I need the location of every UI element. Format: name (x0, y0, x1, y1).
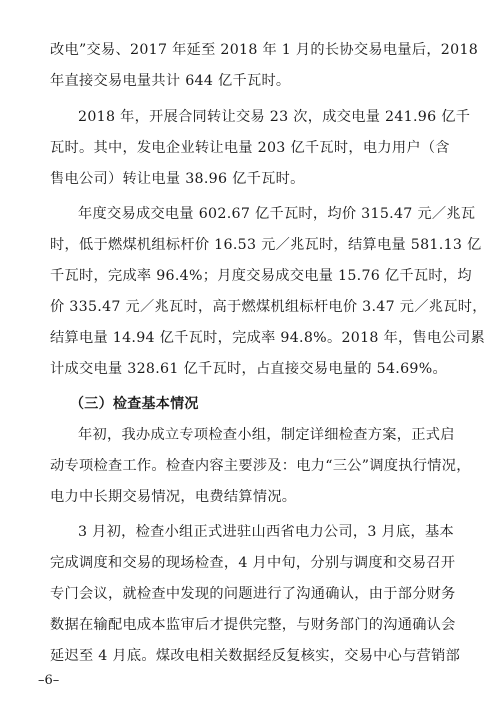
paragraph-line: 结算电量 14.94 亿千瓦时，完成率 94.8%。2018 年，售电公司累 (50, 330, 485, 346)
paragraph-line: 延迟至 4 月底。煤改电相关数据经反复核实，交易中心与营销部 (50, 648, 461, 664)
paragraph-line: 年初，我办成立专项检查小组，制定详细检查方案，正式启 (78, 427, 455, 443)
paragraph-line: 3 月初，检查小组正式进驻山西省电力公司，3 月底，基本 (78, 524, 454, 540)
paragraph-line: 年直接交易电量共计 644 亿千瓦时。 (50, 73, 291, 89)
paragraph-line: 年度交易成交电量 602.67 亿千瓦时，均价 315.47 元／兆瓦 (78, 206, 476, 222)
paragraph-line: 千瓦时，完成率 96.4%；月度交易成交电量 15.76 亿千瓦时，均 (50, 268, 472, 284)
paragraph-line: 售电公司）转让电量 38.96 亿千瓦时。 (50, 171, 305, 187)
paragraph-line: 2018 年，开展合同转让交易 23 次，成交电量 241.96 亿千 (78, 109, 471, 125)
page-number: –6– (38, 673, 60, 688)
paragraph-line: 专门会议，就检查中发现的问题进行了沟通确认，由于部分财务 (50, 586, 456, 602)
paragraph-line: 电力中长期交易情况，电费结算情况。 (50, 489, 297, 505)
paragraph-line: 计成交电量 328.61 亿千瓦时，占直接交易电量的 54.69%。 (50, 361, 448, 377)
paragraph-line: 价 335.47 元／兆瓦时，高于燃煤机组标杆电价 3.47 元／兆瓦时， (50, 299, 487, 315)
section-heading: （三）检查基本情况 (70, 396, 199, 412)
paragraph-line: 时，低于燃煤机组标杆价 16.53 元／兆瓦时，结算电量 581.13 亿 (50, 237, 482, 253)
paragraph-line: 完成调度和交易的现场检查，4 月中旬，分别与调度和交易召开 (50, 555, 456, 571)
paragraph-line: 动专项检查工作。检查内容主要涉及：电力“三公”调度执行情况， (50, 458, 471, 474)
paragraph-line: 数据在输配电成本监审后才提供完整，与财务部门的沟通确认会 (50, 617, 456, 633)
paragraph-line: 瓦时。其中，发电企业转让电量 203 亿千瓦时，电力用户（含 (50, 140, 450, 156)
paragraph-line: 改电”交易、2017 年延至 2018 年 1 月的长协交易电量后，2018 (50, 42, 479, 58)
